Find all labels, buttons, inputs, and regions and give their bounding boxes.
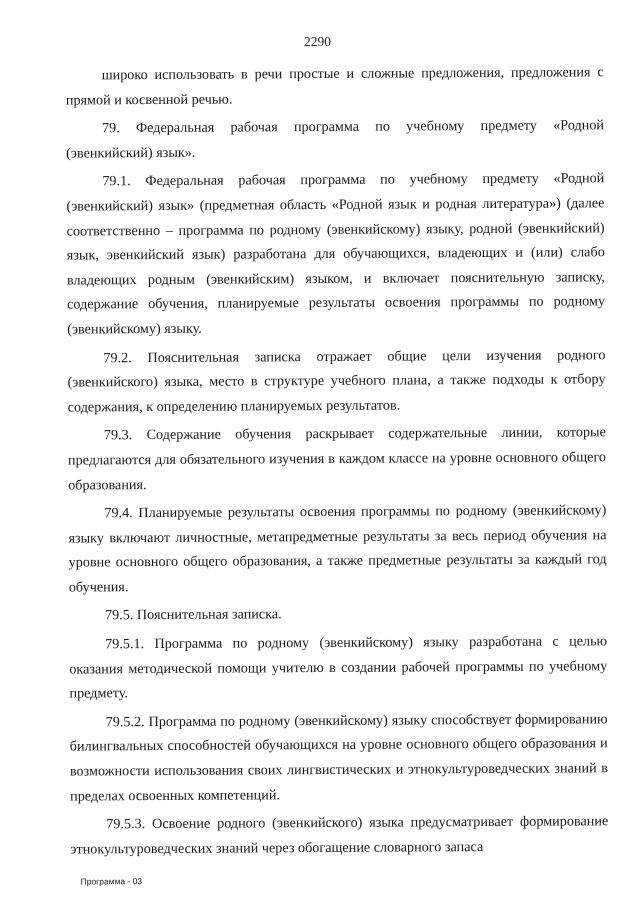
paragraph-79-5-1: 79.5.1. Программа по родному (эвенкийскому) языку разработана с целью оказания методической помощи учителю в создании рабочей программы по учебному предмету. <box>69 633 608 702</box>
paragraph-79-5-2: 79.5.2. Программа по родному (эвенкийскому) языку способствует формированию билингвальных способностей обучающихся на уровне основного общего образования и возможности использования своих лингвистических и этнокультуроведческих знаний в пределах освоенных компетенций. <box>69 711 608 805</box>
document-body <box>66 60 609 866</box>
footer-label: Программа - 03 <box>80 876 143 887</box>
paragraph-79-5-3: 79.5.3. Освоение родного (эвенкийского) языка предусматривает формирование этнокультуроведческих знаний через обогащение словарного запаса <box>70 813 609 858</box>
paragraph-79-2: 79.2. Пояснительная записка отражает общие цели изучения родного (эвенкийского) языка, место в структуре учебного плана, а также подходы к отбору содержания, к определению планируемых результатов. <box>67 346 606 416</box>
paragraph-79-4: 79.4. Планируемые результаты освоения программы по родному (эвенкийскому) языку включают личностные, метапредметные результаты за весь период обучения на уровне основного общего образования, а также предметные результаты за каждый год обучения. <box>68 502 607 596</box>
page-number: 2290 <box>303 33 332 50</box>
paragraph-79-3: 79.3. Содержание обучения раскрывает содержательные линии, которые предлагаются для обязательного изучения в каждом классе на уровне основного общего образования. <box>67 424 607 494</box>
paragraph-continuation: широко использовать в речи простые и сложные предложения, предложения с прямой и косвенной речью. <box>65 64 604 109</box>
paragraph-79-1: 79.1. Федеральная рабочая программа по учебному предмету «Родной (эвенкийский) язык» (предметная область «Родной язык и родная литература») (далее соответственно – программа по родному (эвенкийскому) языку, родной (эвенкийский) язык, эвенкийский язык) разработана для обучающихся, владеющих и (или) слабо владеющих родным (эвенкийским) языком, и включает пояснительную записку, содержание обучения, планируемые результаты освоения программы по родному (эвенкийскому) языку. <box>66 170 606 338</box>
paragraph-79-5: 79.5. Пояснительная записка. <box>104 606 282 624</box>
paragraph-79: 79. Федеральная рабочая программа по учебному предмету «Родной (эвенкийский) язык». <box>66 117 605 162</box>
